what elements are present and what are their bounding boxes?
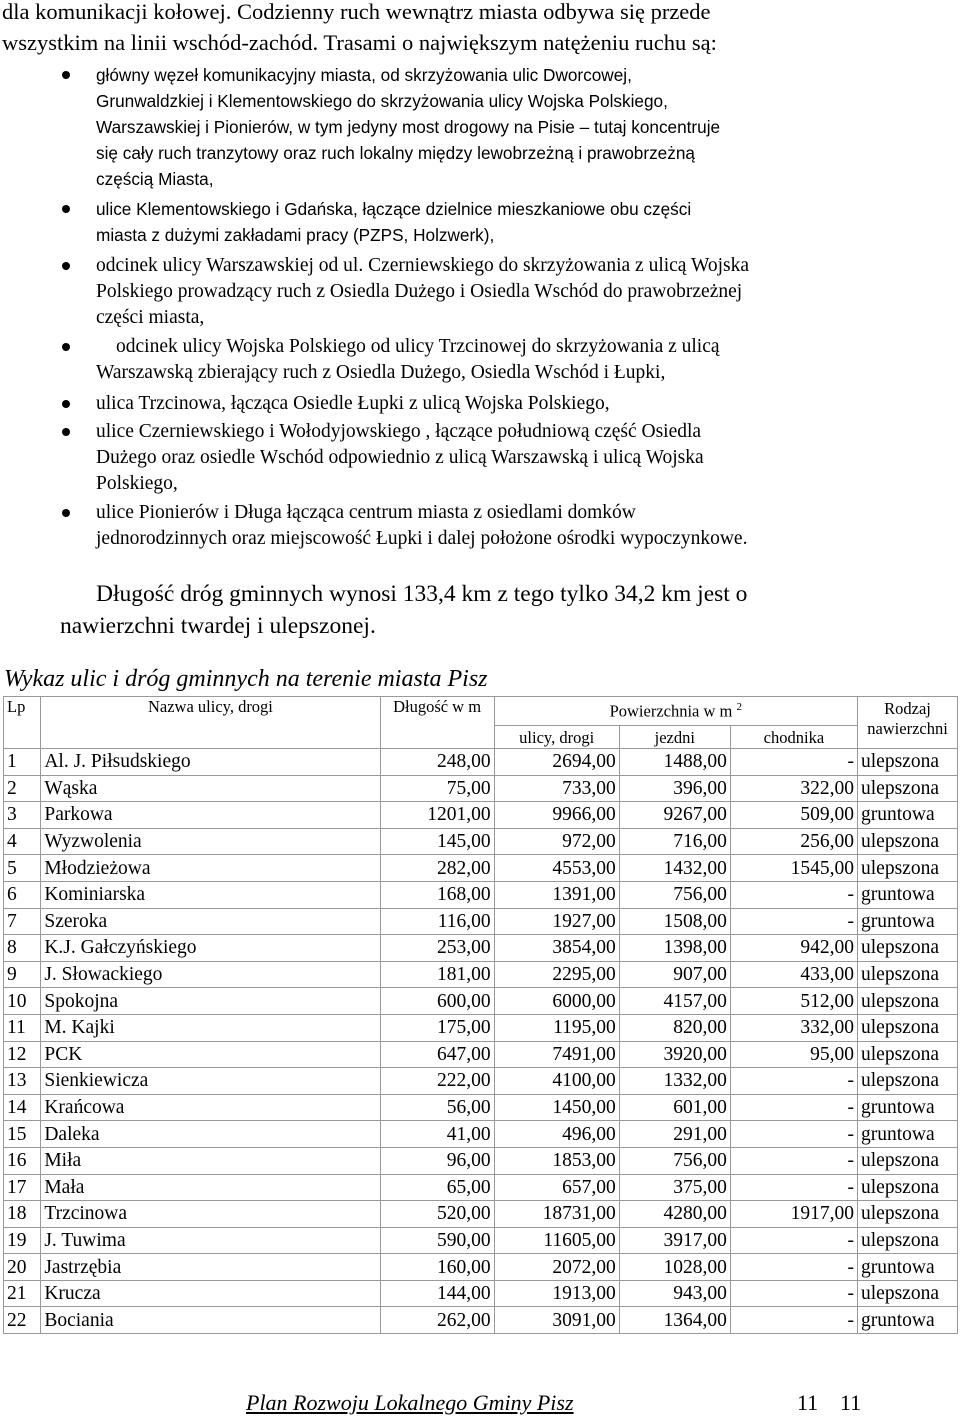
footer-title: Plan Rozwoju Lokalnego Gminy Pisz	[246, 1390, 574, 1415]
summary-line: Długość dróg gminnych wynosi 133,4 km z tego tylko 34,2 km jest o	[96, 581, 748, 607]
cell-name: Parkowa	[41, 802, 380, 829]
cell-lp: 1	[4, 749, 41, 776]
cell-surface: ulepszona	[858, 775, 958, 802]
cell-length: 144,00	[380, 1280, 494, 1307]
page-number: 11	[840, 1390, 862, 1415]
cell-surface: gruntowa	[858, 908, 958, 935]
cell-length: 96,00	[380, 1147, 494, 1174]
cell-area-road: 820,00	[619, 1014, 730, 1041]
cell-area-road: 1364,00	[619, 1307, 730, 1334]
cell-area-sidewalk: 332,00	[730, 1014, 857, 1041]
cell-name: M. Kajki	[41, 1014, 380, 1041]
table-row	[4, 1014, 958, 1041]
table-row	[4, 1147, 958, 1174]
table-row	[4, 1307, 958, 1334]
cell-length: 75,00	[380, 775, 494, 802]
cell-lp: 18	[4, 1201, 41, 1228]
cell-length: 1201,00	[380, 802, 494, 829]
cell-name: J. Słowackiego	[41, 961, 380, 988]
cell-area-street: 1853,00	[494, 1147, 619, 1174]
cell-area-street: 4553,00	[494, 855, 619, 882]
cell-area-street: 1927,00	[494, 908, 619, 935]
cell-area-street: 9966,00	[494, 802, 619, 829]
table-row	[4, 1121, 958, 1148]
cell-surface: gruntowa	[858, 1121, 958, 1148]
cell-lp: 17	[4, 1174, 41, 1201]
cell-name: Mała	[41, 1174, 380, 1201]
table-row	[4, 802, 958, 829]
intro-line: dla komunikacji kołowej. Codzienny ruch wewnątrz miasta odbywa się przede	[2, 0, 711, 24]
cell-surface: ulepszona	[858, 1174, 958, 1201]
list-item-line: ulice Czerniewskiego i Wołodyjowskiego , łączące południową część Osiedla	[96, 421, 702, 442]
cell-area-sidewalk: -	[730, 908, 857, 935]
cell-area-sidewalk: -	[730, 1280, 857, 1307]
header-area-sidewalk: chodnika	[730, 726, 857, 749]
cell-lp: 4	[4, 828, 41, 855]
cell-name: Miła	[41, 1147, 380, 1174]
table-row	[4, 961, 958, 988]
cell-surface: ulepszona	[858, 855, 958, 882]
cell-length: 222,00	[380, 1068, 494, 1095]
bullet-icon	[62, 400, 70, 408]
cell-name: Krańcowa	[41, 1094, 380, 1121]
cell-lp: 21	[4, 1280, 41, 1307]
cell-area-road: 375,00	[619, 1174, 730, 1201]
cell-area-street: 1391,00	[494, 881, 619, 908]
list-item-line: części miasta,	[96, 307, 205, 328]
list-item-line: Polskiego,	[96, 473, 178, 494]
cell-area-road: 756,00	[619, 1147, 730, 1174]
cell-area-road: 1432,00	[619, 855, 730, 882]
cell-length: 253,00	[380, 935, 494, 962]
list-item-line: Dużego oraz osiedle Wschód odpowiednio z ulicą Warszawską i ulicą Wojska	[96, 447, 704, 468]
cell-name: Bociania	[41, 1307, 380, 1334]
cell-area-street: 733,00	[494, 775, 619, 802]
cell-length: 600,00	[380, 988, 494, 1015]
cell-surface: gruntowa	[858, 1094, 958, 1121]
table-row	[4, 935, 958, 962]
cell-area-street: 6000,00	[494, 988, 619, 1015]
cell-area-sidewalk: -	[730, 1307, 857, 1334]
cell-surface: ulepszona	[858, 988, 958, 1015]
cell-area-sidewalk: 256,00	[730, 828, 857, 855]
cell-area-sidewalk: -	[730, 1227, 857, 1254]
table-header-row	[4, 697, 958, 726]
header-area-road: jezdni	[619, 726, 730, 749]
cell-lp: 6	[4, 881, 41, 908]
cell-surface: ulepszona	[858, 749, 958, 776]
list-item-line: ulice Pionierów i Długa łącząca centrum miasta z osiedlami domków	[96, 502, 636, 523]
table-row	[4, 828, 958, 855]
cell-surface: gruntowa	[858, 1254, 958, 1281]
list-item-line: odcinek ulicy Warszawskiej od ul. Czerniewskiego do skrzyżowania z ulicą Wojska	[96, 255, 749, 276]
cell-area-sidewalk: 433,00	[730, 961, 857, 988]
cell-area-road: 716,00	[619, 828, 730, 855]
cell-lp: 2	[4, 775, 41, 802]
cell-surface: ulepszona	[858, 1068, 958, 1095]
cell-area-sidewalk: -	[730, 881, 857, 908]
cell-lp: 19	[4, 1227, 41, 1254]
list-item-line: jednorodzinnych oraz miejscowość Łupki i dalej położone ośrodki wypoczynkowe.	[96, 528, 748, 549]
cell-area-road: 1332,00	[619, 1068, 730, 1095]
cell-lp: 15	[4, 1121, 41, 1148]
cell-area-road: 907,00	[619, 961, 730, 988]
cell-lp: 3	[4, 802, 41, 829]
cell-area-road: 9267,00	[619, 802, 730, 829]
cell-name: K.J. Gałczyńskiego	[41, 935, 380, 962]
cell-length: 116,00	[380, 908, 494, 935]
cell-lp: 22	[4, 1307, 41, 1334]
bullet-icon	[62, 428, 70, 436]
cell-surface: ulepszona	[858, 1147, 958, 1174]
cell-surface: ulepszona	[858, 828, 958, 855]
header-surface: Rodzaj nawierzchni	[858, 697, 958, 749]
header-area-label: Powierzchnia w m	[609, 701, 733, 721]
page-number: 11	[797, 1390, 819, 1415]
table-row	[4, 1280, 958, 1307]
cell-name: Wyzwolenia	[41, 828, 380, 855]
table-row	[4, 1174, 958, 1201]
cell-area-sidewalk: -	[730, 1174, 857, 1201]
list-item-line: Warszawskiej i Pionierów, w tym jedyny most drogowy na Pisie – tutaj koncentruje	[96, 117, 721, 137]
table-row	[4, 1201, 958, 1228]
cell-lp: 5	[4, 855, 41, 882]
cell-lp: 20	[4, 1254, 41, 1281]
cell-area-street: 657,00	[494, 1174, 619, 1201]
table-row	[4, 1068, 958, 1095]
header-area-sup: 2	[736, 701, 743, 713]
bullet-icon	[62, 205, 70, 213]
cell-name: Sienkiewicza	[41, 1068, 380, 1095]
table-title: Wykaz ulic i dróg gminnych na terenie miasta Pisz	[4, 666, 488, 692]
cell-surface: gruntowa	[858, 802, 958, 829]
cell-area-sidewalk: -	[730, 1147, 857, 1174]
header-name: Nazwa ulicy, drogi	[41, 697, 380, 749]
cell-area-street: 496,00	[494, 1121, 619, 1148]
cell-surface: ulepszona	[858, 1227, 958, 1254]
cell-length: 145,00	[380, 828, 494, 855]
cell-name: Al. J. Piłsudskiego	[41, 749, 380, 776]
cell-length: 56,00	[380, 1094, 494, 1121]
list-item-line: częścią Miasta,	[96, 169, 214, 189]
cell-area-road: 3920,00	[619, 1041, 730, 1068]
cell-lp: 10	[4, 988, 41, 1015]
cell-name: Trzcinowa	[41, 1201, 380, 1228]
cell-area-street: 3854,00	[494, 935, 619, 962]
table-row	[4, 1227, 958, 1254]
cell-name: Krucza	[41, 1280, 380, 1307]
cell-length: 181,00	[380, 961, 494, 988]
cell-area-street: 972,00	[494, 828, 619, 855]
cell-area-sidewalk: 1917,00	[730, 1201, 857, 1228]
cell-surface: ulepszona	[858, 1014, 958, 1041]
cell-name: J. Tuwima	[41, 1227, 380, 1254]
table-row	[4, 908, 958, 935]
cell-surface: ulepszona	[858, 961, 958, 988]
cell-length: 65,00	[380, 1174, 494, 1201]
summary-line: nawierzchni twardej i ulepszonej.	[60, 613, 376, 639]
cell-name: PCK	[41, 1041, 380, 1068]
table-row	[4, 1094, 958, 1121]
bullet-icon	[62, 343, 70, 351]
roads-table	[3, 696, 958, 1334]
intro-line: wszystkim na linii wschód-zachód. Trasami o największym natężeniu ruchu są:	[2, 30, 717, 55]
cell-surface: ulepszona	[858, 1280, 958, 1307]
cell-surface: ulepszona	[858, 1041, 958, 1068]
cell-length: 647,00	[380, 1041, 494, 1068]
cell-length: 41,00	[380, 1121, 494, 1148]
table-row	[4, 749, 958, 776]
cell-lp: 7	[4, 908, 41, 935]
cell-area-sidewalk: -	[730, 749, 857, 776]
cell-area-sidewalk: 942,00	[730, 935, 857, 962]
cell-area-road: 3917,00	[619, 1227, 730, 1254]
cell-area-street: 18731,00	[494, 1201, 619, 1228]
cell-surface: gruntowa	[858, 881, 958, 908]
table-row	[4, 881, 958, 908]
list-item-line: główny węzeł komunikacyjny miasta, od skrzyżowania ulic Dworcowej,	[96, 65, 632, 85]
header-length: Długość w m	[380, 697, 494, 749]
cell-area-street: 7491,00	[494, 1041, 619, 1068]
cell-area-road: 396,00	[619, 775, 730, 802]
cell-lp: 11	[4, 1014, 41, 1041]
cell-length: 248,00	[380, 749, 494, 776]
cell-length: 262,00	[380, 1307, 494, 1334]
cell-area-road: 756,00	[619, 881, 730, 908]
list-item-line: Polskiego prowadzący ruch z Osiedla Dużego i Osiedla Wschód do prawobrzeżnej	[96, 281, 743, 302]
cell-length: 520,00	[380, 1201, 494, 1228]
header-area-street: ulicy, drogi	[494, 726, 619, 749]
cell-area-sidewalk: 322,00	[730, 775, 857, 802]
cell-area-road: 1398,00	[619, 935, 730, 962]
cell-area-street: 1195,00	[494, 1014, 619, 1041]
cell-area-street: 2072,00	[494, 1254, 619, 1281]
cell-area-road: 4280,00	[619, 1201, 730, 1228]
cell-name: Spokojna	[41, 988, 380, 1015]
cell-area-street: 4100,00	[494, 1068, 619, 1095]
cell-name: Wąska	[41, 775, 380, 802]
cell-length: 175,00	[380, 1014, 494, 1041]
cell-area-street: 2694,00	[494, 749, 619, 776]
cell-name: Jastrzębia	[41, 1254, 380, 1281]
cell-length: 168,00	[380, 881, 494, 908]
cell-area-street: 1450,00	[494, 1094, 619, 1121]
cell-area-road: 1488,00	[619, 749, 730, 776]
cell-area-sidewalk: -	[730, 1121, 857, 1148]
list-item-line: Grunwaldzkiej i Klementowskiego do skrzyżowania ulicy Wojska Polskiego,	[96, 91, 668, 111]
cell-lp: 14	[4, 1094, 41, 1121]
table-row	[4, 1041, 958, 1068]
cell-area-road: 1028,00	[619, 1254, 730, 1281]
list-item-line: odcinek ulicy Wojska Polskiego od ulicy Trzcinowej do skrzyżowania z ulicą	[116, 336, 720, 357]
cell-area-street: 2295,00	[494, 961, 619, 988]
cell-area-sidewalk: -	[730, 1254, 857, 1281]
road-length-summary	[0, 578, 960, 642]
cell-area-road: 943,00	[619, 1280, 730, 1307]
cell-lp: 16	[4, 1147, 41, 1174]
cell-area-street: 11605,00	[494, 1227, 619, 1254]
cell-area-sidewalk: 1545,00	[730, 855, 857, 882]
cell-lp: 8	[4, 935, 41, 962]
cell-length: 160,00	[380, 1254, 494, 1281]
cell-surface: gruntowa	[858, 1307, 958, 1334]
cell-surface: ulepszona	[858, 1201, 958, 1228]
bullet-icon	[62, 262, 70, 270]
list-item-line: ulica Trzcinowa, łącząca Osiedle Łupki z ulicą Wojska Polskiego,	[96, 393, 610, 414]
cell-name: Kominiarska	[41, 881, 380, 908]
cell-area-road: 291,00	[619, 1121, 730, 1148]
cell-name: Daleka	[41, 1121, 380, 1148]
cell-area-road: 601,00	[619, 1094, 730, 1121]
table-row	[4, 855, 958, 882]
cell-area-road: 1508,00	[619, 908, 730, 935]
cell-name: Młodzieżowa	[41, 855, 380, 882]
cell-surface: ulepszona	[858, 935, 958, 962]
cell-length: 282,00	[380, 855, 494, 882]
cell-length: 590,00	[380, 1227, 494, 1254]
cell-name: Szeroka	[41, 908, 380, 935]
cell-area-sidewalk: 512,00	[730, 988, 857, 1015]
cell-lp: 13	[4, 1068, 41, 1095]
list-item-line: ulice Klementowskiego i Gdańska, łączące dzielnice mieszkaniowe obu części	[96, 199, 692, 219]
bullet-icon	[62, 509, 70, 517]
list-item-line: Warszawską zbierający ruch z Osiedla Dużego, Osiedla Wschód i Łupki,	[96, 362, 666, 383]
cell-area-sidewalk: -	[730, 1068, 857, 1095]
cell-area-road: 4157,00	[619, 988, 730, 1015]
cell-area-sidewalk: 95,00	[730, 1041, 857, 1068]
table-row	[4, 1254, 958, 1281]
cell-area-sidewalk: 509,00	[730, 802, 857, 829]
list-item-line: się cały ruch tranzytowy oraz ruch lokalny między lewobrzeżną i prawobrzeżną	[96, 143, 695, 163]
header-area	[494, 697, 857, 726]
cell-lp: 9	[4, 961, 41, 988]
table-row	[4, 775, 958, 802]
cell-area-sidewalk: -	[730, 1094, 857, 1121]
cell-lp: 12	[4, 1041, 41, 1068]
cell-area-street: 1913,00	[494, 1280, 619, 1307]
header-lp: Lp	[4, 697, 41, 749]
bullet-icon	[62, 71, 70, 79]
list-item-line: miasta z dużymi zakładami pracy (PZPS, Holzwerk),	[96, 225, 495, 245]
table-row	[4, 988, 958, 1015]
cell-area-street: 3091,00	[494, 1307, 619, 1334]
